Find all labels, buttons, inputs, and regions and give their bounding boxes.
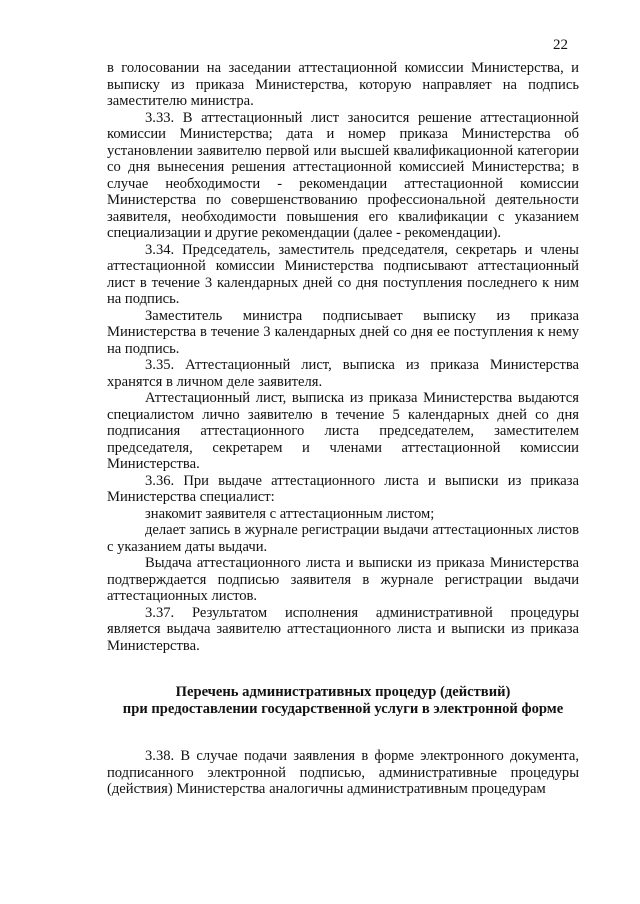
paragraph-3-38: 3.38. В случае подачи заявления в форме электронного документа, подписанного электронной подписью, административные процедуры (действия) Министерства аналогичны административным процедурам [107,748,579,797]
paragraph-continuation: в голосовании на заседании аттестационной комиссии Министерства, и выписку из приказа Министерства, которую направляет на подпись заместителю министра. [107,60,579,109]
paragraph-3-34: 3.34. Председатель, заместитель председателя, секретарь и члены аттестационной комиссии Министерства подписывают аттестационный лист в течение 3 календарных дней со дня поступления последнего к ним на подпись. [107,241,579,307]
paragraph-deputy-minister: Заместитель министра подписывает выписку из приказа Министерства в течение 3 календарных дней со дня ее поступления к нему на подпись. [107,307,579,357]
paragraph-3-33: 3.33. В аттестационный лист заносится решение аттестационной комиссии Министерства; дата и номер приказа Министерства об установлении заявителю первой или высшей квалификационной категории со дня вынесения решения аттестационной комиссией Министерства; в случае необходимости - рекомендации аттестационной комиссии Министерства по совершенствованию профессиональной деятельности заявителя, необходимости повышения его квалификации с указанием специализации и другие рекомендации (далее - рекомендации). [107,109,579,241]
paragraph-issuance: Аттестационный лист, выписка из приказа Министерства выдаются специалистом лично заявителю в течение 5 календарных дней со дня подписания аттестационного листа председателем, заместителем председателя, секретарем и членами аттестационной комиссии Министерства. [107,390,579,472]
section-heading [107,684,579,718]
document-body [107,60,579,798]
page-number: 22 [553,37,568,53]
paragraph-journal-entry: делает запись в журнале регистрации выдачи аттестационных листов с указанием даты выдачи. [107,522,579,555]
paragraph-3-36: 3.36. При выдаче аттестационного листа и выписки из приказа Министерства специалист: [107,472,579,505]
paragraph-3-37: 3.37. Результатом исполнения административной процедуры является выдача заявителю аттестационного листа и выписки из приказа Министерства. [107,604,579,654]
section-heading-line-1: Перечень административных процедур (действий) [175,684,511,700]
paragraph-confirmation: Выдача аттестационного листа и выписки из приказа Министерства подтверждается подписью заявителя в журнале регистрации выдачи аттестационных листов. [107,555,579,604]
paragraph-acquaint: знакомит заявителя с аттестационным листом; [145,505,435,522]
paragraph-3-35: 3.35. Аттестационный лист, выписка из приказа Министерства хранятся в личном деле заявителя. [107,357,579,390]
section-heading-line-2: при предоставлении государственной услуги в электронной форме [122,701,564,717]
